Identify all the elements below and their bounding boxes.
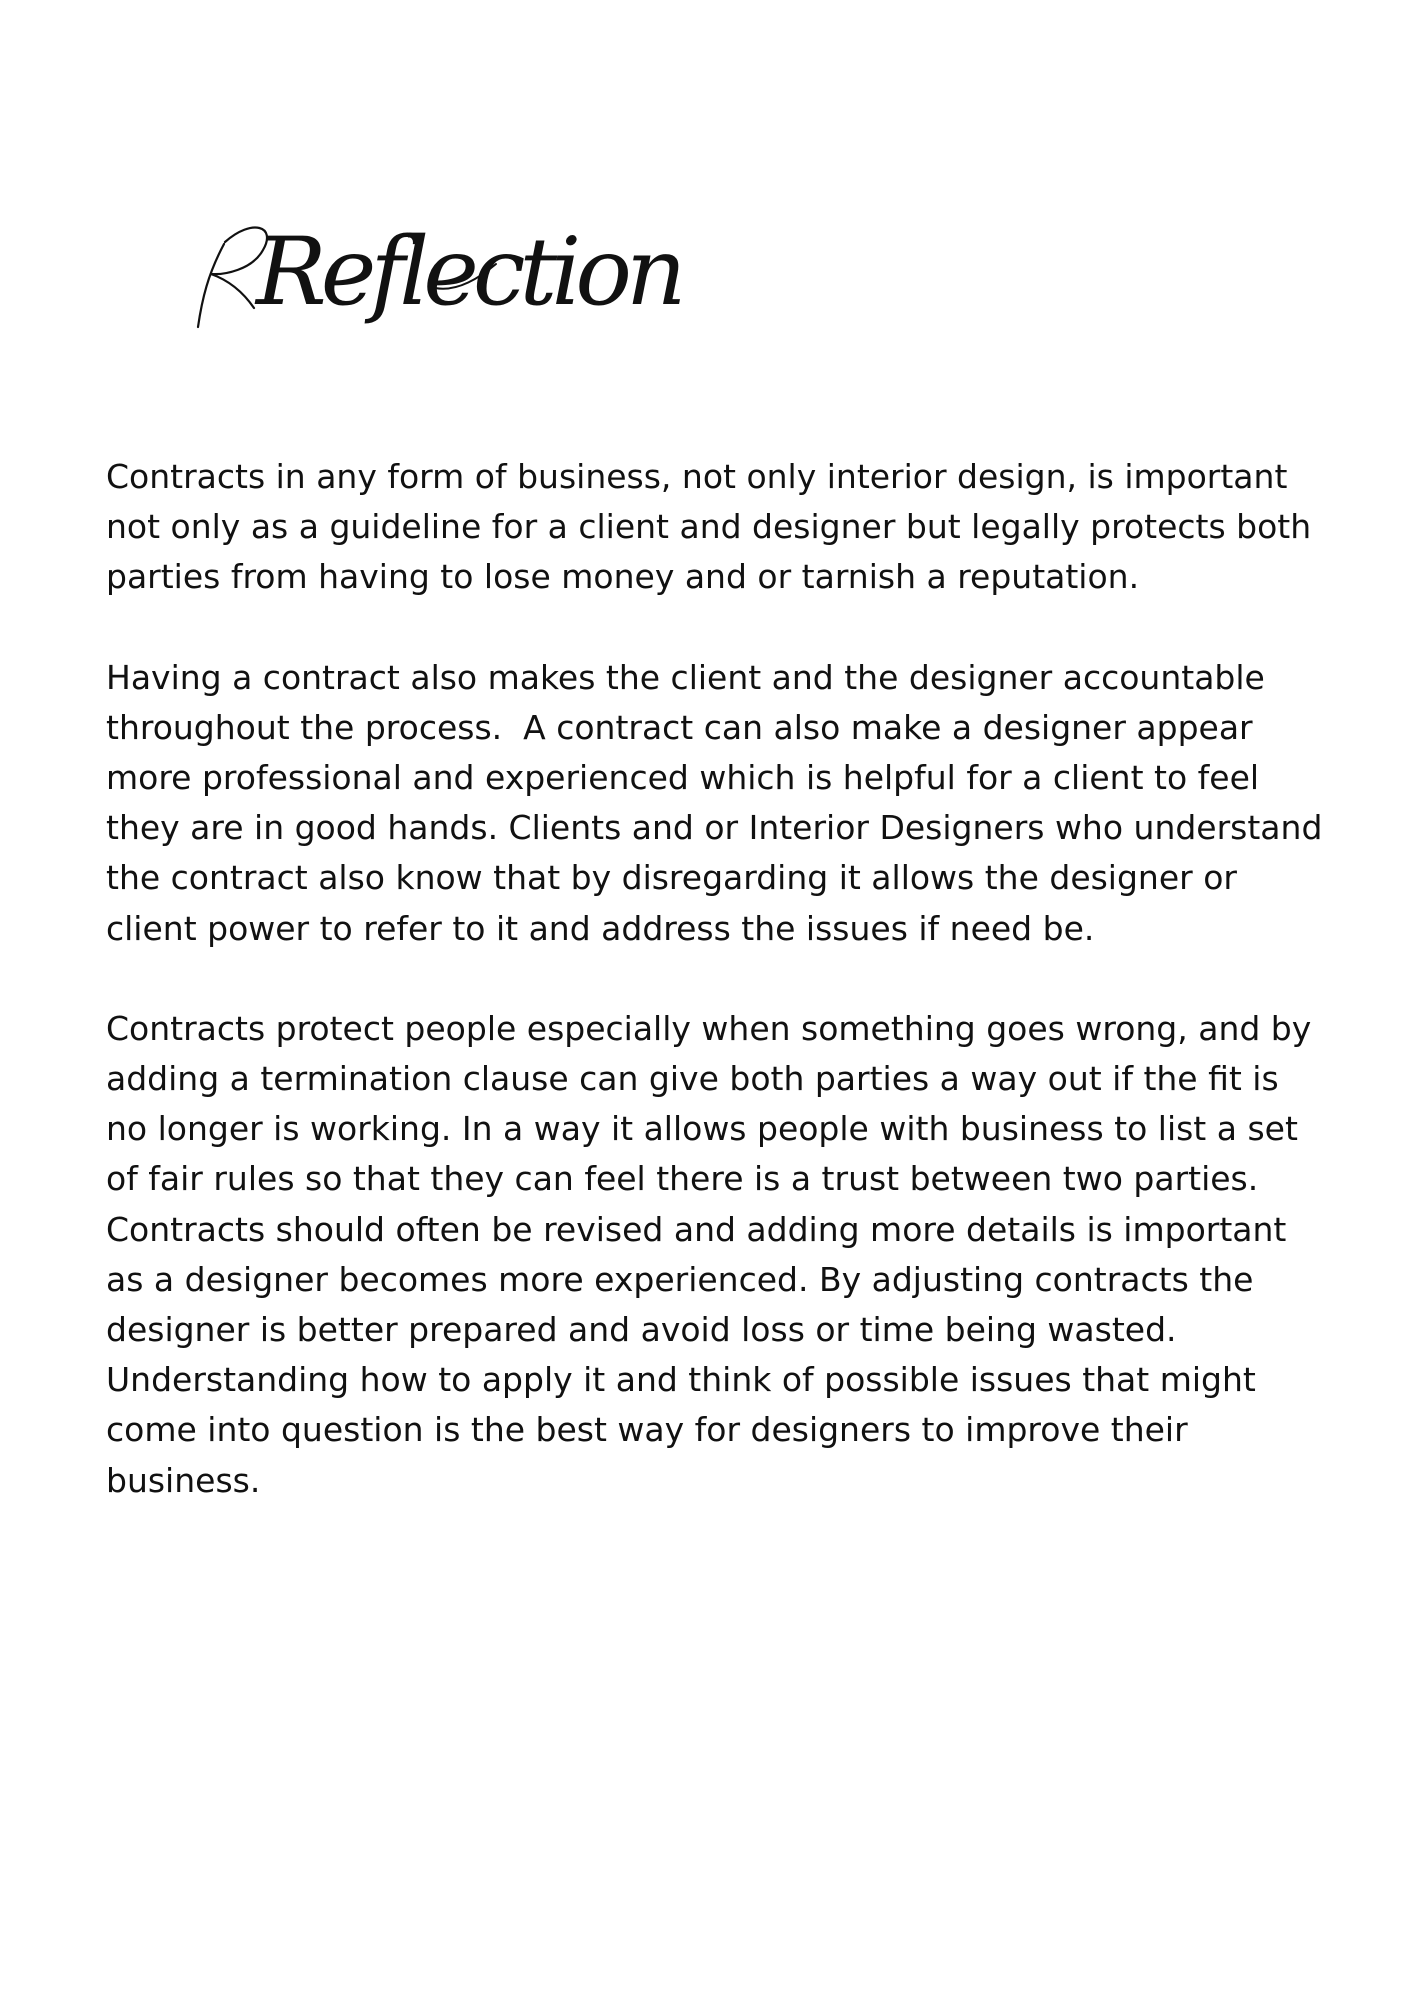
paragraph-protection-and-revision: Contracts protect people especially when something goes wrong, and by adding a termination clause can give both parties a way out if the fit is no longer is working. In a way it allows people with business to list a set of fair rules so that they can feel there is a trust between two parties. Contracts should often be revised and adding more details is important as a designer becomes more experienced. By adjusting contracts the designer is better prepared and avoid loss or time being wasted. Understanding how to apply it and think of possible issues that might come into question is the best way for designers to improve their business. [106,1008,1322,1500]
paragraph-accountability: Having a contract also makes the client and the designer accountable throughout the process. A contract can also make a designer appear more professional and experienced which is helpful for a client to feel they are in good hands. Clients and or Interior Designers who understand the contract also know that by disregarding it allows the designer or client power to refer to it and address the issues if need be. [106,657,1333,948]
reflection-body [106,452,1333,1556]
reflection-script-title [190,210,681,350]
paragraph-contracts-importance: Contracts in any form of business, not only interior design, is important not only as a guideline for a client and designer but legally protects both parties from having to lose money and or tarnish a reputation. [106,457,1322,597]
handwritten-title [190,210,681,350]
title-text: Reflection [256,218,681,327]
